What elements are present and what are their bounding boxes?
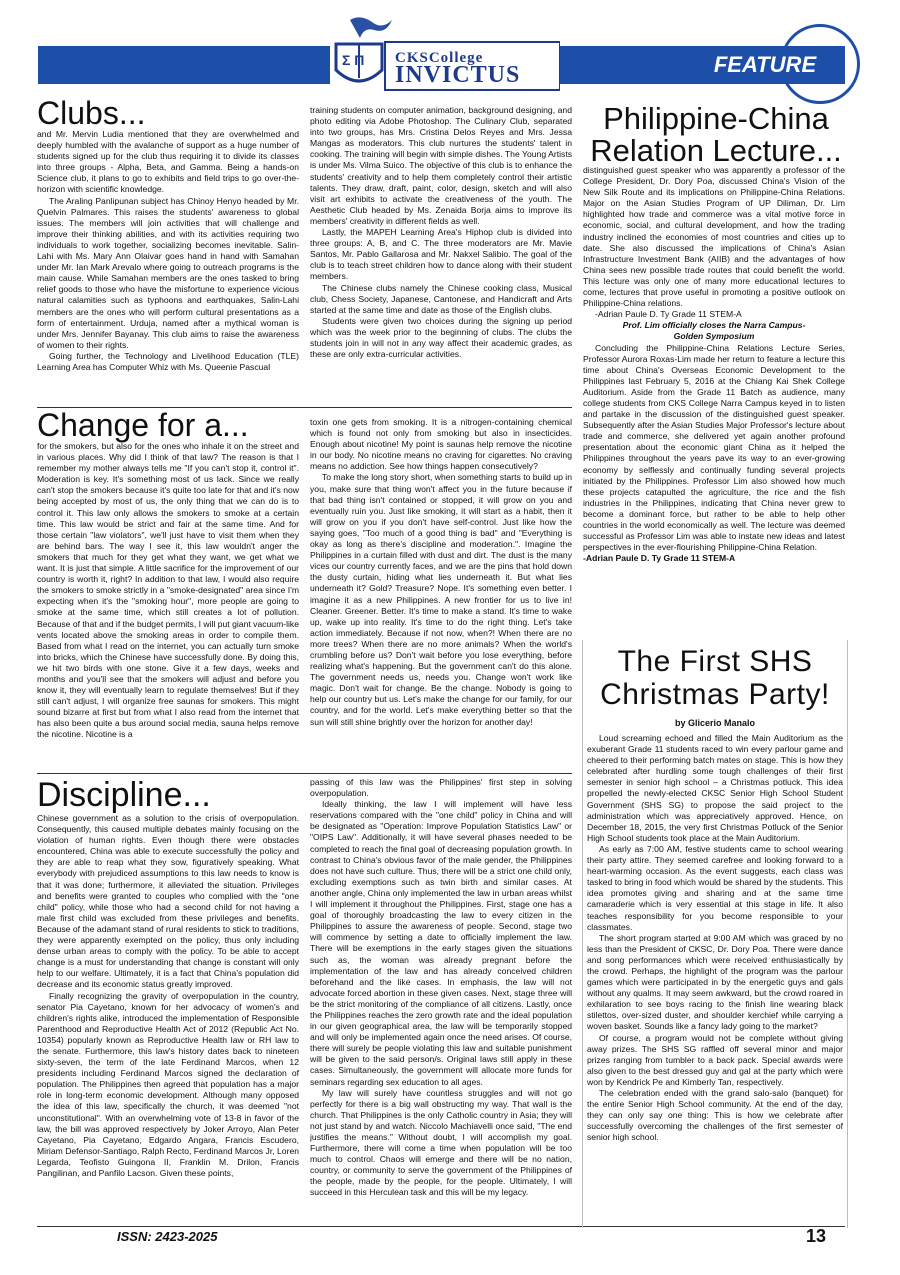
clubs-column-2 <box>310 105 572 405</box>
paragraph: Going further, the Technology and Livelihood Education (TLE) Learning Area has Computer Whiz with Ms. Queenie Pascual <box>37 350 299 372</box>
byline: -Adrian Paule D. Ty Grade 11 STEM-A <box>595 309 742 320</box>
page-number: 13 <box>806 1226 827 1246</box>
paragraph: passing of this law was the Philippines' first step in solving overpopulation. <box>310 777 572 799</box>
shs-byline: by Glicerio Manalo <box>674 718 756 728</box>
lecture-body <box>583 165 845 633</box>
paragraph: The celebration ended with the grand salo-salo (banquet) for the entire Senior High School community. At the end of the day, they can only say one thing: This is how we celebrate after successfully overcoming the challenges of the first semester of senior high school. <box>587 1088 843 1143</box>
change-title: Change for a... <box>37 407 249 443</box>
paragraph: Loud screaming echoed and filled the Main Auditorium as the exuberant Grade 11 students raced to win every parlour game and cheered to their performing batch mates on stage. This is how they celebrated after hurdling some tough challenges of their first semester in senior high school – a Christmas potluck. This idea propelled the newly-elected CKSC Senior High School Student Government (SHS SG) to propose the said project to the administration which was appreciatively approved. Hence, on December 18, 2015, the very first Christmas Potluck of the Senior High School students took place at the Main Auditorium. <box>587 733 843 843</box>
shs-title-line1: The First SHS <box>617 645 813 678</box>
shs-body <box>587 733 843 1225</box>
paragraph: Finally recognizing the gravity of overpopulation in the country, senator Pia Cayetano, known for her advocacy of women's and children's rights alike, introduced the implementation of Responsible Parenthood and Reproductive Health Act of 2012 (Republic Act No. 10354) popularly known as Reproductive Health law or RH law to the senate. Furthermore, this law's history dates back to nineteen sixty-seven, the term of the late Ferdinand Marcos, when 12 presidents including Ferdinand Marcos signed the declaration of population. The Philippines then agreed that population has a major role in long-term economic development. Although many opposed the idea of this law, specifically the church, it was deemed "not unconstitutional". With an overwhelming vote of 13-8 in favor of the law, the bill was approved respectively by Joker Arroyo, Alan Peter Cayetano, Pia Cayetano, Edgardo Angara, Francis Escudero, Miriam Defensor-Santiago, Ralph Recto, Ferdinand Marcos Jr, Loren Legarda, Teofisto Guingona II, Franklin M. Drilon, Francis Pangilinan, and Panfilo Lacson. Given these points, <box>37 990 299 1178</box>
shs-title-line2: Christmas Party! <box>600 678 830 711</box>
issn: ISSN: 2423-2025 <box>117 1229 218 1244</box>
divider <box>37 773 572 774</box>
paragraph: Concluding the Philippine-China Relations Lecture Series, Professor Aurora Roxas-Lim made her return to feature a lecture this time about China's Overseas Economic Development to the Philippines last February 5, 2016 at the Chiang Kai Shek College Auditorium. Aside from the Grade 11 Batch as audience, many college students from CKS College Narra Campus keyed in to listen and partake in the discussion of the distinguished guest speaker. Subsequently after the Asian Studies Major Professor's lecture about trade and commerce, she delivered yet again another profound presentation about the economic giant China as it helped the Philippines throughout the years pave its way to an ever-growing economy by selflessly and continually funding several projects initiated by the Philippines. Professor Lim also showed how much these projects catapulted the agriculture, the rice and the fish industries in the Philippines, indicating that China never grew to become a dominant force, but rather to be able to help other countries in the world economically as well. The lecture was deemed successful as Professor Lim was able to instate new ideas and latest perspectives in the ever-flourishing Philippine-China Relation. <box>583 342 845 553</box>
subheading: Prof. Lim officially closes the Narra Campus- <box>622 320 806 331</box>
masthead-bar-left <box>38 46 330 84</box>
paragraph: The short program started at 9:00 AM which was graced by no less than the President of CKSC, Dr. Dory Poa. There were dance and song performances which were received enthusiastically by the crowd. Perhaps, the highlight of the program was the parlour games which were participated in by the energetic guys and gals without any qualms. It may seem awkward, but the crowd roared in exhilaration to see boys racing to the finish line wearing black stilettos, over-sized duster, and shoulder kerchief while carrying a woven basket. Sounds like a fancy lady going to the market? <box>587 932 843 1032</box>
change-column-1 <box>37 441 299 771</box>
paragraph: training students on computer animation, background designing, and photo editing via Adobe Photoshop. The Culinary Club, separated into two groups, has Mrs. Cristina Delos Reyes and Mrs. Jessa Mangas as moderators. This club nurtures the students' talent in cooking. The training will begin with simple dishes. The Young Artists is under Ms. Vilma Suico. The objective of this club is to enhance the students' creativity and to help them completely control their artistic talents. They draw, draft, paint, color, design, sketch and will also visit art exhibits to activate the creativeness of the youth. The Aesthetic Club headed by Ms. Zenaida Borja aims to improve its members' creativity in different fields as well. <box>310 105 572 226</box>
discipline-title: Discipline... <box>37 776 211 814</box>
byline: -Adrian Paule D. Ty Grade 11 STEM-A <box>583 553 736 564</box>
paragraph: Ideally thinking, the law I will implement will have less reservations compared with the "one child" policy in China and will be designated as "Operation: Improve Population Statistics Law" or "OIPS Law". Additionally, it will have several phases needed to be completed to reach the final goal of decreasing population growth. In contrast to China's obvious favor of the male gender, the Philippines does not have such culture. Thus, there will be a strict one child only, excluding exemptions such as twin birth and similar cases. At another angle, China only implemented the law in urban areas whilst I will implement it throughout the Philippines. First, stage one has a goal of thoroughly broadcasting the law to every citizen in the Philippines to assure the awareness of people. Second, stage two will commence by setting a date to officially implement the law. There will be exemptions in the early stages given the situations such as, the woman was already pregnant before the implementation of the law and has already conceived children beforehand and the like cases. In emphasis, the law will not advocate forced abortion in these given cases. Next, stage three will be the strict monitoring of the compliance of all citizens. Lastly, once the Philippines reaches the zero growth rate and the ideal population in our given geographical area, the law will be temporarily stopped and will only be implemented again once the need arises. Of course, there will surely be people violating this law and suitable punishment will be given to the said person/s. Original laws still apply in these cases. Simultaneously, the government will allocate more funds for seminars regarding sex education to all ages. <box>310 799 572 1087</box>
paragraph: for the smokers, but also for the ones who inhale it on the street and in various places. Why did I think of that law? The reason is that I remember my mother always tells me "If you can't stop it, control it". Moderation is key. It's something most of us lack. Since we really can't stop the smokers because it's quite too late for that and it's now being accepted by most of us, the only thing that we can do is to control it. This law only allows the smokers to smoke at a certain time. This law would be strict and fair at the same time. And for those certain "law violators", we'll just have to visit them when they are behind bars. The way I see it, this law wouldn't anger the smokers that much for they get what they want, we get what we want. It is just that simple. A little sacrifice for the improvement of our country is worth it, right? In addition to that law, I would also require the smokers to smoke strictly in a "smoke-designated" area since I'm expecting when it's the "smoking hour", more people are going to smoke at the same time, which still creates a lot of pollution. Because of that and if the budget permits, I will put giant vacuum-like vents located above the smoking areas in order to compile them. Based from what I read on the internet, you can actually turn smoke into bricks, which the Chinese have successfully done. By doing this, we hit two birds with one stone. Give it a few days, weeks and months and you'll see that the smokers will adjust and before you know it, they will eventually learn to regulate themselves! But if they still can't adjust, I will organize free saunas for smokers. This might sound bizarre at first but from what I also read from the internet that has also been quite a bus around social media, sauna helps remove the nicotine. Nicotine is a <box>37 441 299 740</box>
change-column-2 <box>310 417 572 771</box>
paragraph: toxin one gets from smoking. It is a nitrogen-containing chemical which is found not only from smoking but also in insecticides. Enough about nicotine! My point is saunas help remove the nicotine in our body. No nicotine means no craving for cigarettes. No craving means no addiction. See how things happen consecutively? <box>310 417 572 472</box>
discipline-column-1 <box>37 813 299 1225</box>
lecture-title-line2: Relation Lecture... <box>590 133 842 168</box>
paragraph: and Mr. Mervin Ludia mentioned that they are overwhelmed and deeply humbled with the avalanche of support as a huge number of students signed up for the club thus requiring it to divide its classes into three groups - Alpha, Beta, and Gamma. Being a hands-on Science club, it plans to go to exhibits and field trips to go over-the-horizon with scientific knowledge. <box>37 129 299 195</box>
paragraph: The Chinese clubs namely the Chinese cooking class, Musical club, Chess Society, Japanese, Cantonese, and Handicraft and Arts started at the same time and date as those of the English clubs. <box>310 282 572 315</box>
paragraph: To make the long story short, when something starts to build up in you, make sure that thing won't affect you in the future because if that bad thing isn't contained or stopped, it will grow on you and eventually ruin you. Just like smoking, it will start as a habit, then it will grow on you if you don't have self-control. Just like how the saying goes, "Too much of a good thing is bad" and "Everything is okay as long as there's discipline and moderation.". Imagine the Philippines in a curtain filled with dust and dirt. The dust is the many vices our country currently faces, and we are the pins that hold down the dusty curtain, hiding what lies underneath it. But what lies underneath it? Gold? Treasure? Nope. It's something even better. I imagine it as a new Philippines. A new frontier for us to live in! Cleaner. Greener. Better. It's time to make a stand. It's time to wake up, wake up into reality. It's time to do the right thing. Let's take action immediately. Because if not now, when?! When there are no more trees? When there are no more animals? When the world's crumbling before us? Don't wait before you lose everything, before realizing what's happening. But the government can't do this alone. The government needs us, needs you. Change won't work like magic. Don't wait for change. Be the change. Nobody is going to help our country but us. Let's make the change for our family, for our country, and for the world. Let's make everything better so that the sun will still shine brightly over the horizon for another day! <box>310 472 572 727</box>
masthead-college: CKSCollege <box>395 50 484 66</box>
paragraph: Chinese government as a solution to the crisis of overpopulation. Consequently, this caused multiple debates mainly focusing on the violation of human rights. Even though there were obstacles encountered, China was able to execute successfully the policy and they are able to reap what they sow, figuratively speaking. What everybody with prejudiced assumptions to this law needs to know is that it was done; furthermore, it alleviated the situation. Privileges and benefits were granted to couples who complied with the "one child" policy, while those who had a second child for not having a male first child was excluded from these privileges and benefits. Because of the adamant stand of rural residents to stick to traditions, they were apparently exempted on the policy, thus only including dense urban areas to comply with the policy. To be able to accept change is a must for understanding that change is constant will only help to our welfare. Ultimately, it is a fact that China's population did decrease and its economic status greatly improved. <box>37 813 299 990</box>
paragraph: The Araling Panlipunan subject has Chinoy Henyo headed by Mr. Quelvin Palmares. This raises the students' awareness to global issues. The members will join activities that will challenge and improve their thinking abilities, and with its activities requiring two individuals to work together, socializing becomes inevitable. Salin-Lahi with Ms. Mary Ann Olaivar goes hand in hand with Samahan under Mr. Ian Mark Arevalo where going to outreach programs is the main cause. While Samahan members are the ones tasked to bring relief goods to those who have the misfortune to experience vicious natural calamities such as typhoons and earthquakes, Salin-Lahi members are the ones who will perform cultural presentations as a form of entertainment. Urduja, named after a mythical woman is under Mrs. Jennifer Bayanay. This club aims to raise the awareness of women to their rights. <box>37 195 299 350</box>
paragraph: distinguished guest speaker who was apparently a professor of the College President, Dr. Dory Poa, discussed China's Vision of the New Silk Route and its implications on Philippine-China Relations. Major on the Asian Studies Program of UP Diliman, Dr. Lim highlighted how trade and commerce was a vital motive force in economic, social, and cultural development, and how the trading industry inclined the economies of most countries and cities up to date. She also discussed the implications of China's Asian Infrastructure Investment Bank (AIIB) and the advantages of how China sees new possible trade routes that could benefit the world. This lecture was only one of many more educational lectures to come, lectures that prove useful in promoting a positive outlook on Philippine-China relations. <box>583 165 845 309</box>
subheading: Golden Symposium <box>673 331 755 342</box>
paragraph: Of course, a program would not be complete without giving away prizes. The SHS SG raffled off several minor and major prizes ranging from tumbler to a back pack. Special awards were also given to the best dressed guy and gal at the party which were won by Kendrick Pe and Kimberly Tan, respectively. <box>587 1032 843 1087</box>
section-label: FEATURE <box>713 52 817 77</box>
masthead-title: INVICTUS <box>395 62 521 88</box>
discipline-column-2 <box>310 777 572 1225</box>
paragraph: Lastly, the MAPEH Learning Area's Hiphop club is divided into three groups: A, B, and C. The three moderators are Mr. Mavie Santos, Mr. Pablo Gallarosa and Mr. Nakxel Salibio. The goal of the club is to teach street children how to dance along with their student members. <box>310 227 572 282</box>
paragraph: Students were given two choices during the signing up period which was the week prior to the beginning of clubs. The clubs the students join in will not in any way affect their academic grades, as these are only extra-curricular activities. <box>310 315 572 360</box>
clubs-title: Clubs... <box>37 95 146 131</box>
paragraph: My law will surely have countless struggles and will not go perfectly for there is a big wall obstructing my way. That wall is the church. That Philippines is the only Catholic country in Asia; they will not just stand by and watch. Niccolo Machiavelli once said, "The end justifies the means." Without doubt, I will accomplish my goal. Furthermore, there will come a time when population will be too much to control. Chaos will emerge and there will be no nation, country, or community to serve the government of the Philippines of the people, made by the people, for the people. Ultimately, I will succeed in this Herculean task and this will be my legacy. <box>310 1087 572 1198</box>
clubs-column-1 <box>37 129 299 405</box>
lecture-title-line1: Philippine-China <box>603 101 829 136</box>
shield-letters: Σ Π <box>342 52 365 68</box>
paragraph: As early as 7:00 AM, festive students came to school wearing their party attire. They seemed carefree and looking forward to a heart-warming occasion. As the event suggests, each class was tasked to bring in food which would be shared by the students. This idea promotes giving and sharing and at the same time camaraderie which is very essential at this stage in life. It also teaches responsibility for you become responsible to your classmates. <box>587 843 843 932</box>
